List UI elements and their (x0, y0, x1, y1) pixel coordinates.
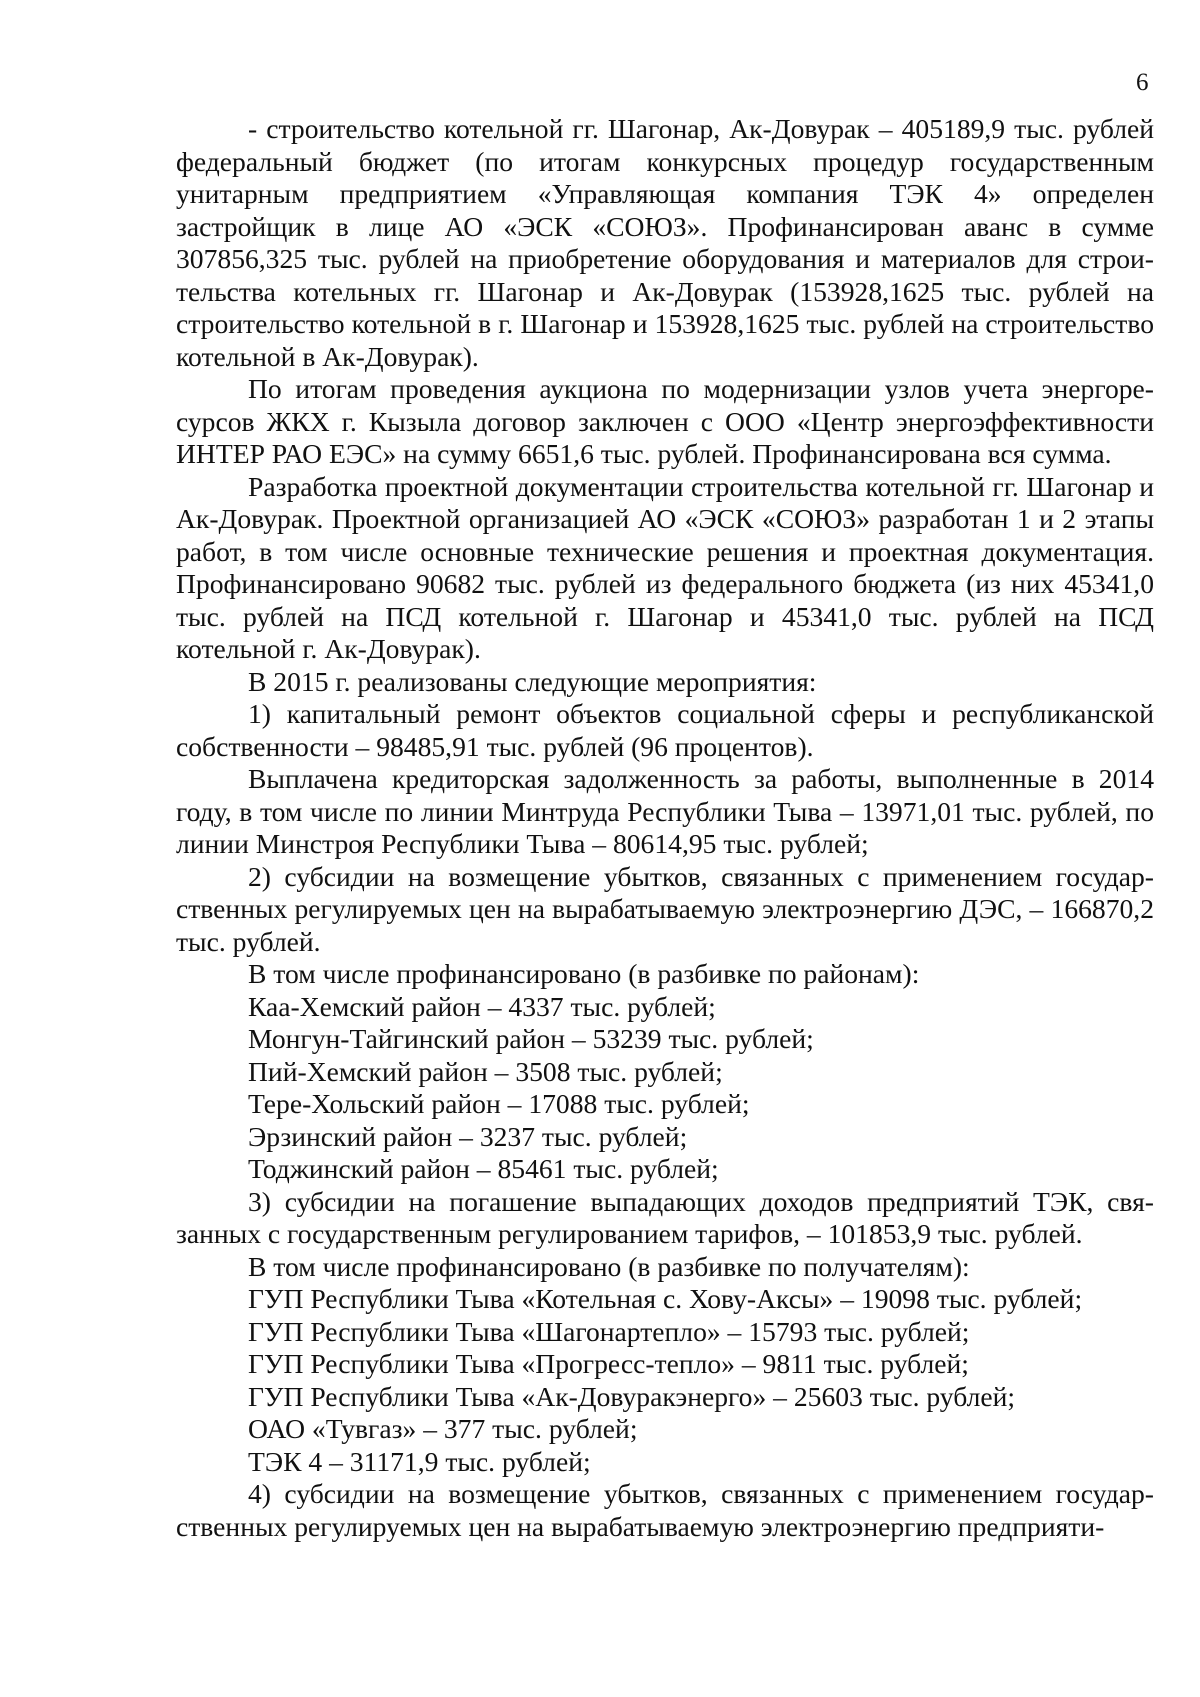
list-item: Каа-Хемский район – 4337 тыс. рублей; (248, 990, 716, 1022)
paragraph-project-documentation: Разработка проектной документации строительства котельной гг. Шагонар и Ак-Довурак. Проектной организацией АО «ЭСК «СОЮЗ» разработан 1 и 2 этапы работ, в том числе основные технические решения и проектная документация. Профинансировано 90682 тыс. рублей из федерального бюджета (из них 45341,0 тыс. рублей на ПСД котельной г. Шагонар и 45341,0 тыс. рублей на ПСД котельной г. Ак-Довурак). (176, 470, 1154, 664)
paragraph-metering-auction: По итогам проведения аукциона по модернизации узлов учета энергоресурсов ЖКХ г. Кызыла договор заключен с ООО «Центр энергоэффективности ИНТЕР РАО ЕЭС» на сумму 6651,6 тыс. рублей. Профинансирована вся сумма. (176, 373, 1154, 469)
list-item: Пий-Хемский район – 3508 тыс. рублей; (248, 1055, 723, 1087)
list-item: ГУП Республики Тыва «Ак-Довуракэнерго» – 25603 тыс. рублей; (248, 1380, 1016, 1412)
paragraph-districts-intro: В том числе профинансировано (в разбивке по районам): (248, 958, 920, 989)
paragraph-item-4: 4) субсидии на возмещение убытков, связанных с применением государственных регулируемых цен на вырабатываемую электроэнергию предприяти- (176, 1478, 1154, 1542)
list-item: ГУП Республики Тыва «Шагонартепло» – 15793 тыс. рублей; (248, 1315, 970, 1347)
list-item: ОАО «Тувгаз» – 377 тыс. рублей; (248, 1413, 638, 1444)
list-item: Эрзинский район – 3237 тыс. рублей; (248, 1120, 688, 1152)
paragraph-recipients-intro: В том числе профинансировано (в разбивке по получателям): (248, 1250, 970, 1282)
districts-list (176, 991, 1154, 1186)
paragraph-debt-paid: Выплачена кредиторская задолженность за работы, выполненные в 2014 году, в том числе по линии Минтруда Республики Тыва – 13971,01 тыс. рублей, по линии Минстроя Республики Тыва – 80614,95 тыс. рублей; (176, 763, 1154, 859)
paragraph-2015-intro: В 2015 г. реализованы следующие мероприятия: (248, 665, 817, 697)
page-body (176, 113, 1154, 1543)
list-item: ГУП Республики Тыва «Прогресс-тепло» – 9811 тыс. рублей; (248, 1348, 969, 1379)
list-item: Монгун-Тайгинский район – 53239 тыс. рублей; (248, 1023, 814, 1054)
paragraph-boiler-construction: - строительство котельной гг. Шагонар, Ак-Довурак – 405189,9 тыс. рублей федеральный бюджет (по итогам конкурсных процедур государственным унитарным предприятием «Управляющая компания ТЭК 4» определен застройщик в лице АО «ЭСК «СОЮЗ». Профинансирован аванс в сумме 307856,325 тыс. рублей на приобретение оборудования и материалов для строительства котельных гг. Шагонар и Ак-Довурак (153928,1625 тыс. рублей на строительство котельной в г. Шагонар и 153928,1625 тыс. рублей на строительство котельной в Ак-Довурак). (176, 113, 1154, 372)
list-item: Тоджинский район – 85461 тыс. рублей; (248, 1153, 719, 1184)
list-item: ГУП Республики Тыва «Котельная с. Хову-Аксы» – 19098 тыс. рублей; (248, 1283, 1083, 1314)
list-item: Тере-Хольский район – 17088 тыс. рублей; (248, 1088, 750, 1119)
paragraph-item-2: 2) субсидии на возмещение убытков, связанных с применением государственных регулируемых цен на вырабатываемую электроэнергию ДЭС, – 166870,2 тыс. рублей. (176, 860, 1154, 957)
list-item: ТЭК 4 – 31171,9 тыс. рублей; (248, 1445, 591, 1477)
paragraph-item-3: 3) субсидии на погашение выпадающих доходов предприятий ТЭК, связанных с государственным регулированием тарифов, – 101853,9 тыс. рублей. (176, 1185, 1154, 1249)
recipients-list (176, 1283, 1154, 1478)
page-number: 6 (1136, 69, 1149, 96)
paragraph-item-1: 1) капитальный ремонт объектов социальной сферы и республиканской собственности – 98485,91 тыс. рублей (96 процентов). (176, 698, 1154, 762)
